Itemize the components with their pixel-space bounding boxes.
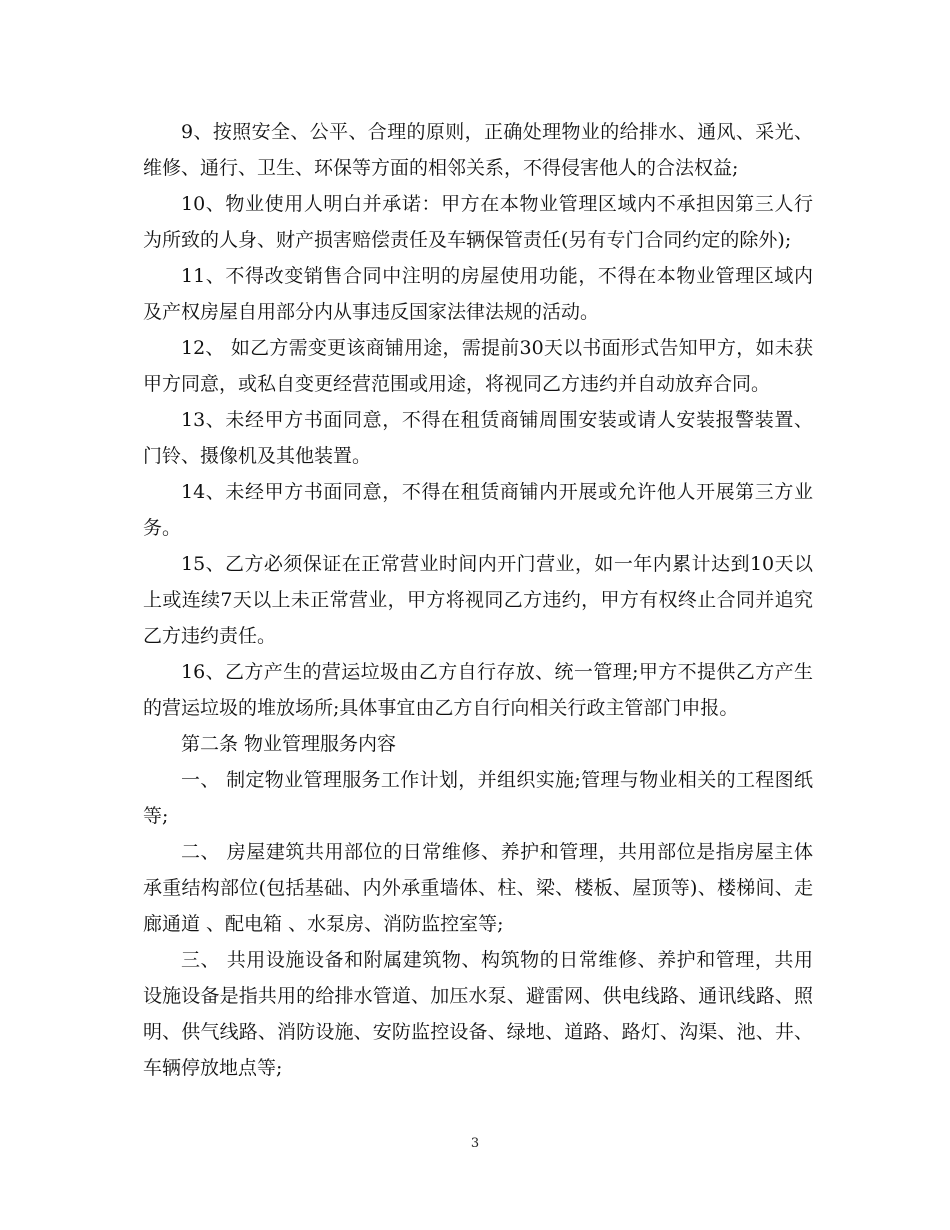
service-item-1: 一、 制定物业管理服务工作计划，并组织实施;管理与物业相关的工程图纸等; — [143, 769, 813, 827]
paragraph-item-10: 10、物业使用人明白并承诺：甲方在本物业管理区域内不承担因第三人行为所致的人身、财产损害赔偿责任及车辆保管责任(另有专门合同约定的除外); — [143, 193, 813, 251]
document-body — [143, 114, 813, 1086]
paragraph-item-11: 11、不得改变销售合同中注明的房屋使用功能，不得在本物业管理区域内及产权房屋自用部分内从事违反国家法律法规的活动。 — [143, 265, 813, 323]
paragraph-item-9: 9、按照安全、公平、合理的原则，正确处理物业的给排水、通风、采光、维修、通行、卫生、环保等方面的相邻关系，不得侵害他人的合法权益; — [143, 121, 813, 179]
page-number: 3 — [470, 1136, 480, 1151]
service-item-2: 二、 房屋建筑共用部位的日常维修、养护和管理，共用部位是指房屋主体承重结构部位(包括基础、内外承重墙体、柱、梁、楼板、屋顶等)、楼梯间、走廊通道 、配电箱 、水泵房、消防监控室等; — [143, 841, 813, 935]
section-heading-article-2: 第二条 物业管理服务内容 — [181, 733, 397, 755]
paragraph-item-13: 13、未经甲方书面同意，不得在租赁商铺周围安装或请人安装报警装置、门铃、摄像机及其他装置。 — [143, 409, 813, 467]
paragraph-item-12: 12、 如乙方需变更该商铺用途，需提前30天以书面形式告知甲方，如未获甲方同意，或私自变更经营范围或用途，将视同乙方违约并自动放弃合同。 — [143, 337, 813, 395]
paragraph-item-15: 15、乙方必须保证在正常营业时间内开门营业，如一年内累计达到10天以上或连续7天以上未正常营业，甲方将视同乙方违约，甲方有权终止合同并追究乙方违约责任。 — [143, 553, 813, 647]
paragraph-item-14: 14、未经甲方书面同意，不得在租赁商铺内开展或允许他人开展第三方业务。 — [143, 481, 813, 539]
paragraph-item-16: 16、乙方产生的营运垃圾由乙方自行存放、统一管理;甲方不提供乙方产生的营运垃圾的堆放场所;具体事宜由乙方自行向相关行政主管部门申报。 — [143, 661, 813, 719]
service-item-3: 三、 共用设施设备和附属建筑物、构筑物的日常维修、养护和管理，共用设施设备是指共用的给排水管道、加压水泵、避雷网、供电线路、通讯线路、照明、供气线路、消防设施、安防监控设备、绿地、道路、路灯、沟渠、池、井、车辆停放地点等; — [143, 949, 813, 1079]
